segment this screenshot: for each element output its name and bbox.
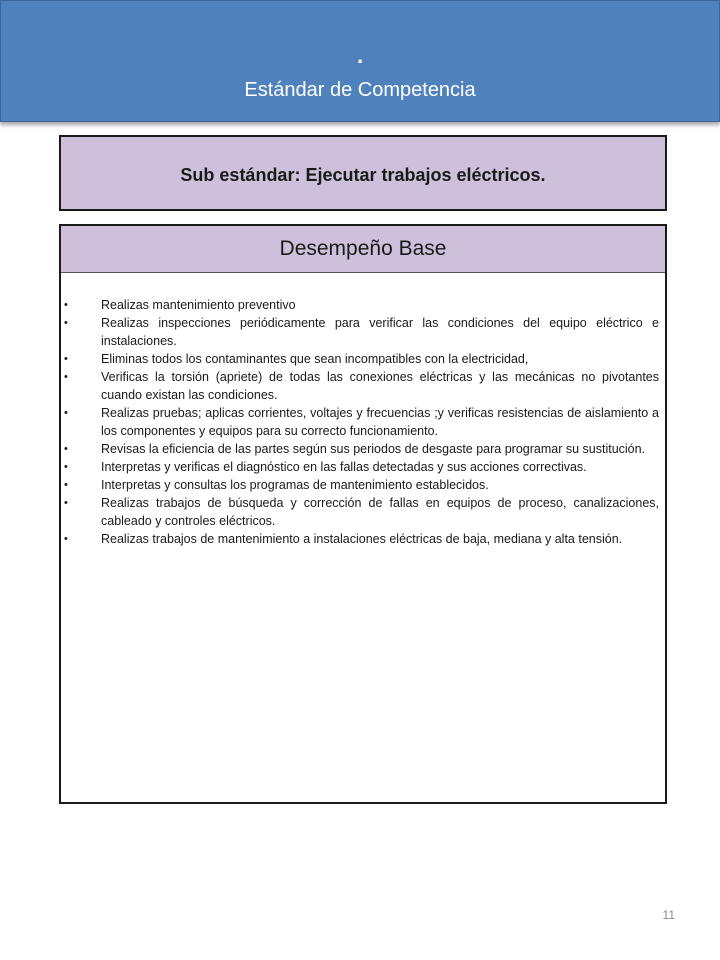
- bullet-icon: •: [64, 461, 68, 473]
- page-number: 11: [662, 908, 675, 922]
- sub-standard-text: Sub estándar: Ejecutar trabajos eléctricos.: [180, 165, 546, 185]
- list-item-text: Realizas trabajos de mantenimiento a instalaciones eléctricas de baja, mediana y alta tensión.: [101, 532, 623, 546]
- bullet-icon: •: [64, 317, 68, 329]
- list-item-text: Realizas pruebas; aplicas corrientes, voltajes y frecuencias ;y verificas resistencias de aislamiento a los componentes y equipos para su correcto funcionamiento.: [101, 406, 659, 438]
- list-item-text: Revisas la eficiencia de las partes según sus periodos de desgaste para programar su sustitución.: [101, 442, 646, 456]
- list-item: [61, 494, 661, 530]
- bullet-icon: •: [64, 443, 68, 455]
- list-item: [61, 530, 661, 548]
- list-item-text: Verificas la torsión (apriete) de todas las conexiones eléctricas y las mecánicas no pivotantes cuando existan las condiciones.: [101, 370, 659, 402]
- list-item: [61, 296, 661, 314]
- bullet-icon: •: [64, 497, 68, 509]
- list-item-text: Realizas mantenimiento preventivo: [101, 298, 296, 312]
- list-item-text: Eliminas todos los contaminantes que sean incompatibles con la electricidad,: [101, 352, 529, 366]
- header-dot: .: [356, 43, 364, 68]
- bullet-icon: •: [64, 479, 68, 491]
- sub-standard-box: [59, 135, 667, 211]
- bullet-icon: •: [64, 299, 68, 311]
- list-item: [61, 368, 661, 404]
- list-item-text: Interpretas y verificas el diagnóstico en las fallas detectadas y sus acciones correctivas.: [101, 460, 587, 474]
- list-item: [61, 440, 661, 458]
- performance-box: [59, 224, 667, 804]
- bullet-icon: •: [64, 353, 68, 365]
- header-banner: [0, 0, 720, 122]
- list-item-text: Realizas inspecciones periódicamente para verificar las condiciones del equipo eléctrico e instalaciones.: [101, 316, 659, 348]
- performance-title: Desempeño Base: [61, 226, 665, 273]
- bullet-icon: •: [64, 533, 68, 545]
- performance-list: [61, 296, 661, 548]
- list-item-text: Interpretas y consultas los programas de mantenimiento establecidos.: [101, 478, 489, 492]
- list-item: [61, 350, 661, 368]
- list-item: [61, 404, 661, 440]
- list-item: [61, 458, 661, 476]
- header-title: Estándar de Competencia: [244, 79, 476, 101]
- list-item: [61, 314, 661, 350]
- list-item: [61, 476, 661, 494]
- list-item-text: Realizas trabajos de búsqueda y corrección de fallas en equipos de proceso, canalizaciones, cableado y controles eléctricos.: [101, 496, 659, 528]
- bullet-icon: •: [64, 371, 68, 383]
- bullet-icon: •: [64, 407, 68, 419]
